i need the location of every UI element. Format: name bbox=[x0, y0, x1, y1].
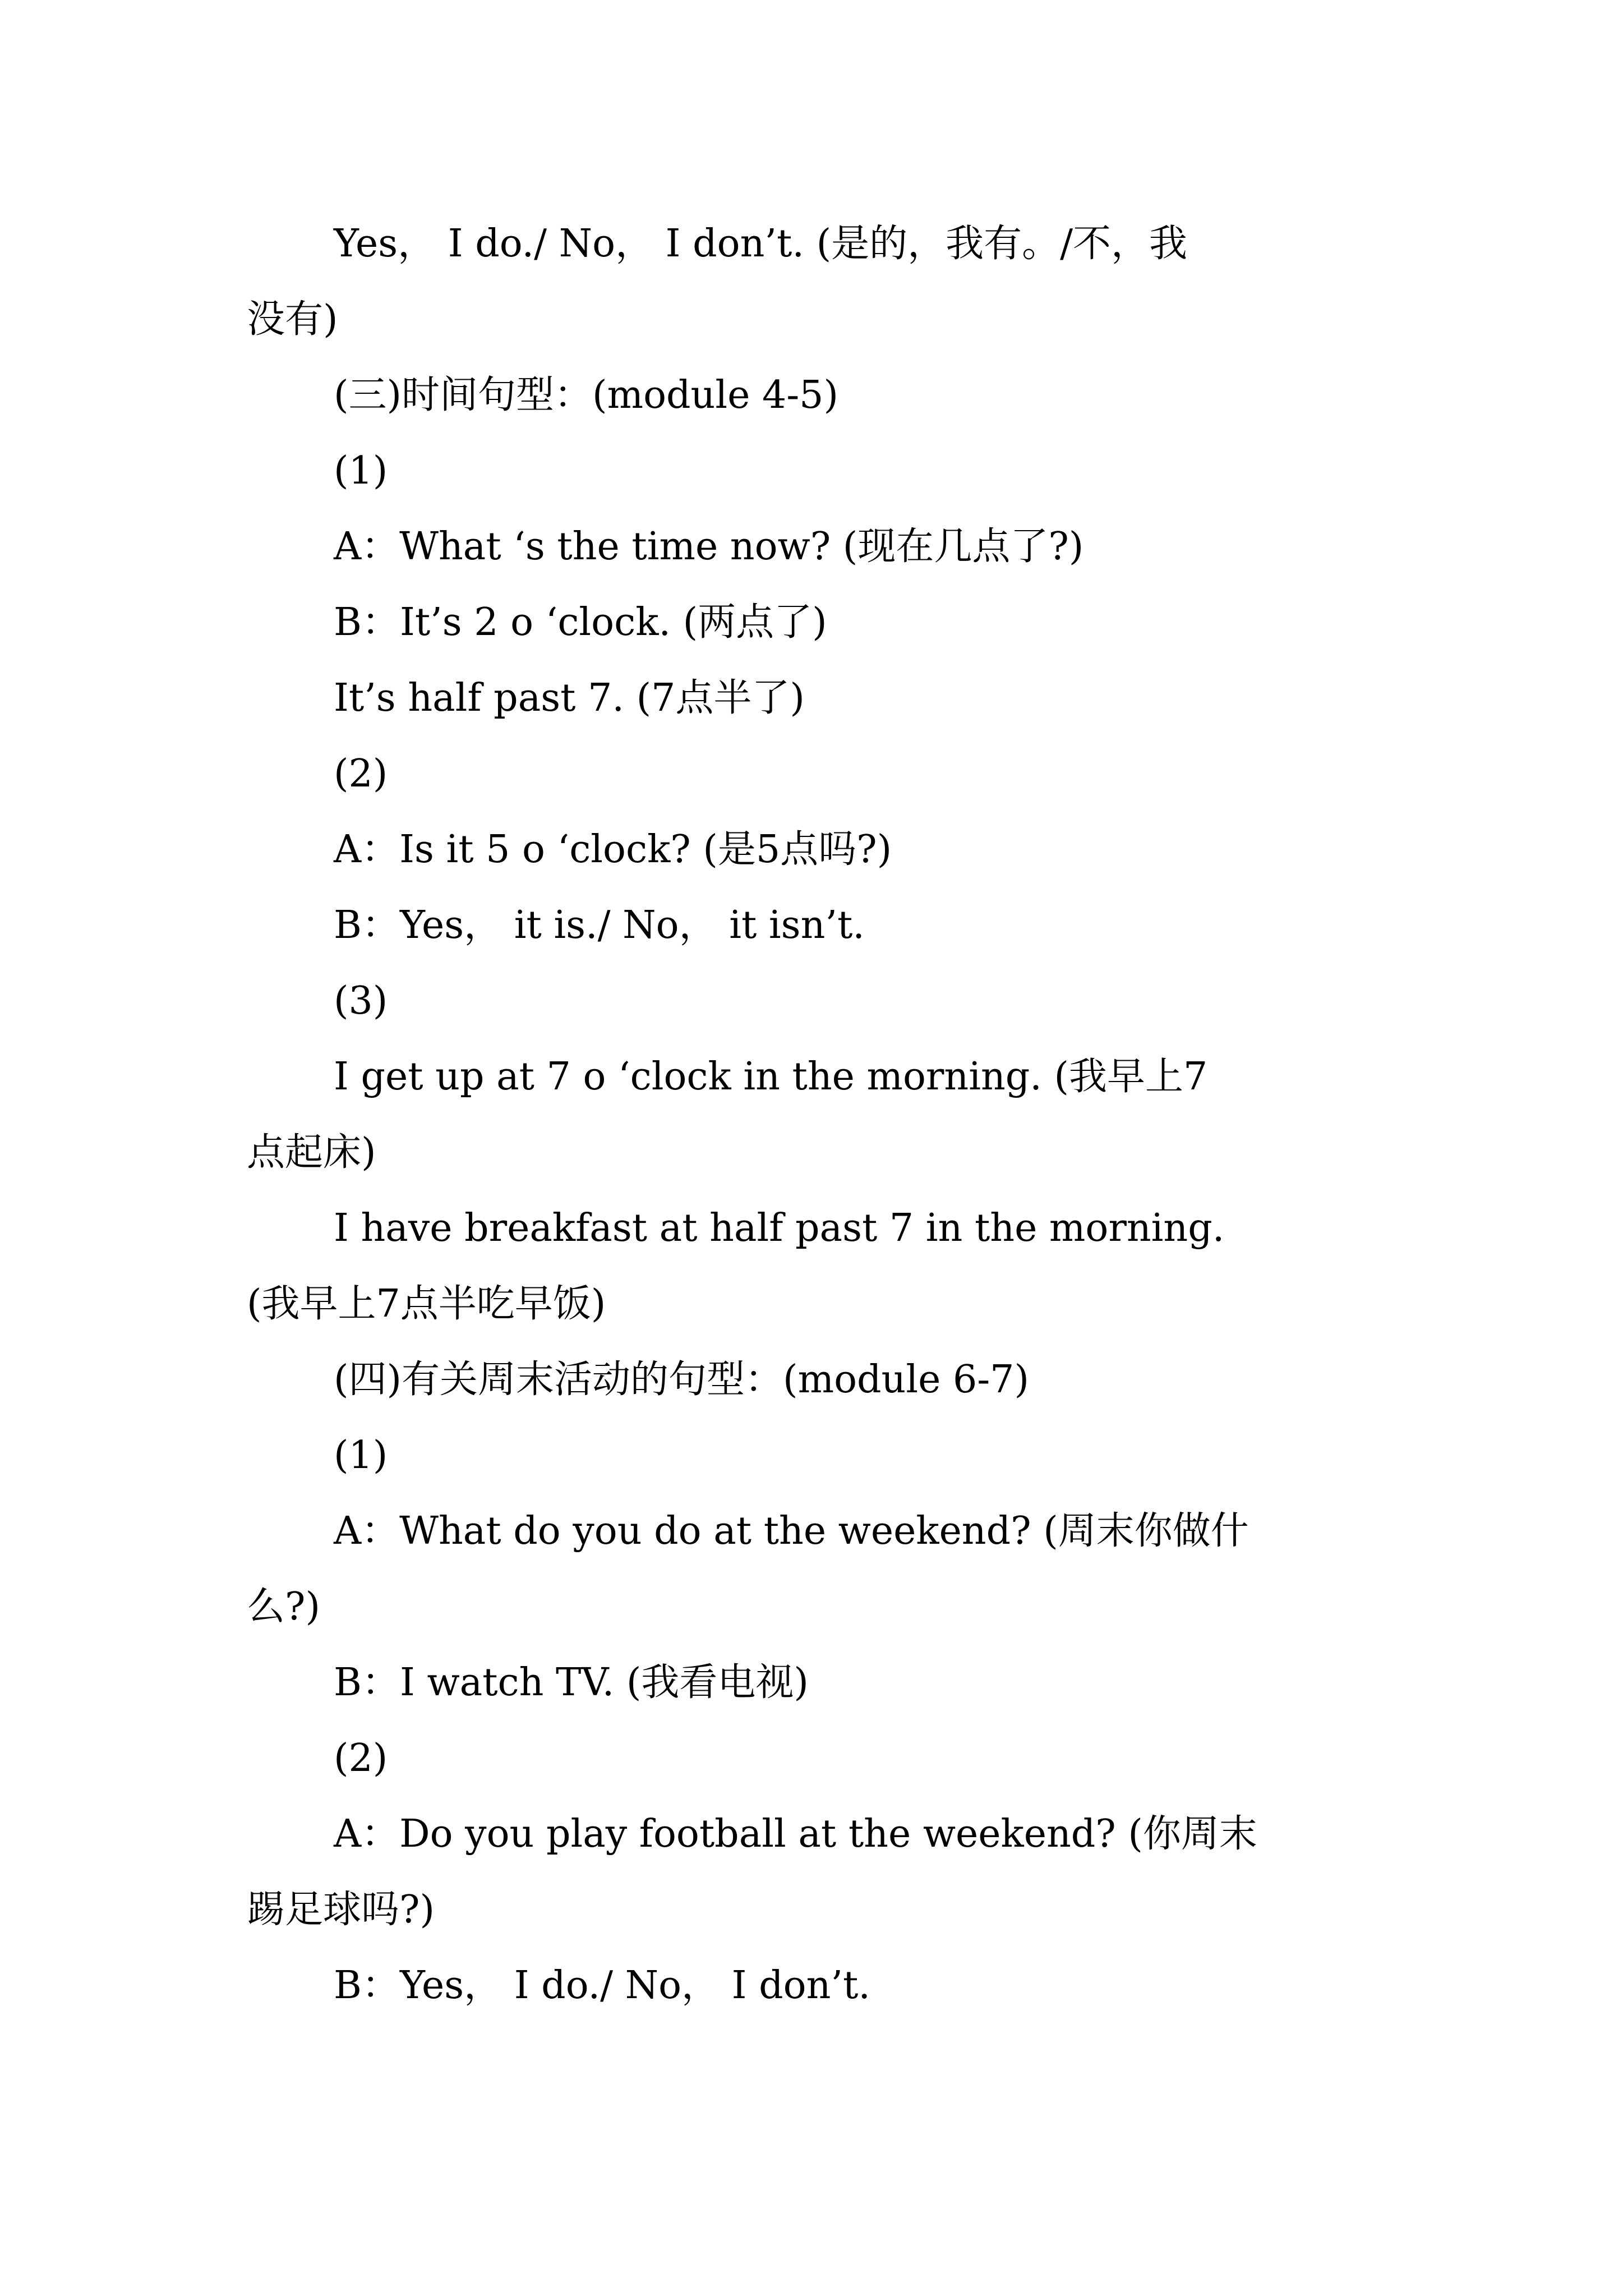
section-heading: (三)时间句型：(module 4-5) bbox=[334, 373, 838, 417]
text-line: 么?) bbox=[247, 1585, 320, 1629]
dialogue-line: A：What ‘s the time now? (现在几点了?) bbox=[334, 524, 1084, 569]
dialogue-line: B：I watch TV. (我看电视) bbox=[334, 1660, 809, 1705]
item-number: (1) bbox=[334, 1433, 388, 1478]
item-number: (2) bbox=[334, 1736, 388, 1780]
dialogue-line: B：Yes， I do./ No， I don’t. bbox=[334, 1963, 870, 2008]
item-number: (3) bbox=[334, 979, 388, 1023]
text-line: 踢足球吗?) bbox=[247, 1888, 435, 1932]
text-line: 点起床) bbox=[247, 1130, 376, 1175]
item-number: (2) bbox=[334, 752, 388, 796]
section-heading: (四)有关周末活动的句型：(module 6-7) bbox=[334, 1358, 1029, 1402]
text-line: (我早上7点半吃早饭) bbox=[247, 1282, 606, 1326]
text-line: I have breakfast at half past 7 in the morning. bbox=[334, 1206, 1225, 1250]
text-line: Yes， I do./ No， I don’t. (是的，我有。/不，我 bbox=[334, 222, 1188, 266]
item-number: (1) bbox=[334, 449, 388, 493]
dialogue-line: B：Yes， it is./ No， it isn’t. bbox=[334, 903, 865, 947]
dialogue-line: B：It’s 2 o ‘clock. (两点了) bbox=[334, 600, 827, 645]
dialogue-line: A：What do you do at the weekend? (周末你做什 bbox=[334, 1509, 1249, 1553]
text-line: 没有) bbox=[247, 297, 338, 342]
dialogue-line: It’s half past 7. (7点半了) bbox=[334, 676, 805, 720]
dialogue-line: A：Do you play football at the weekend? (你周末 bbox=[334, 1812, 1257, 1856]
text-line: I get up at 7 o ‘clock in the morning. (我早上7 bbox=[334, 1055, 1208, 1099]
dialogue-line: A：Is it 5 o ‘clock? (是5点吗?) bbox=[334, 827, 892, 872]
